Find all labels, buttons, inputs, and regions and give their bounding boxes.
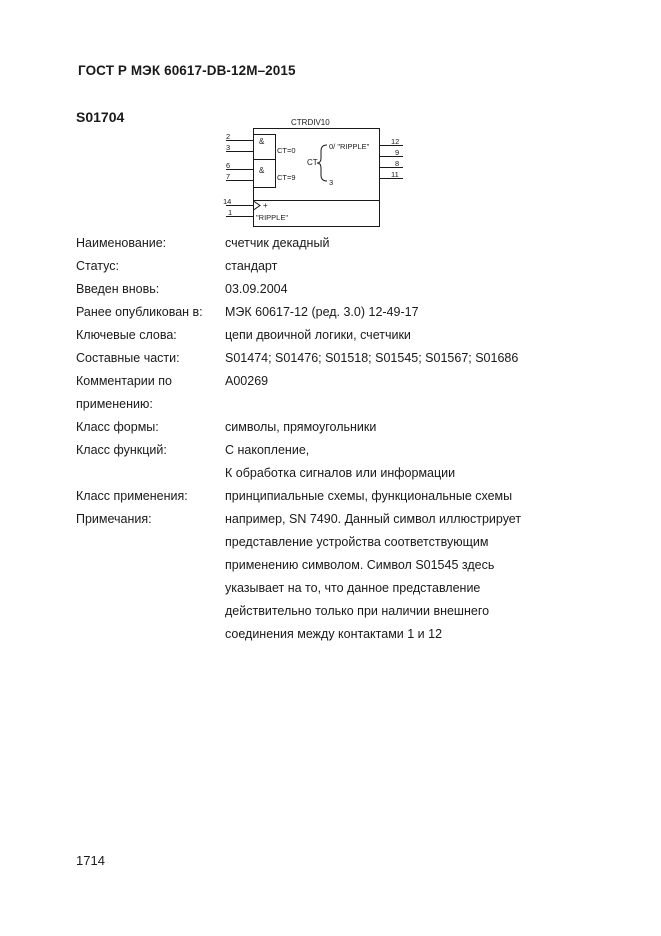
field-label: Ранее опубликован в: [76,305,203,319]
field-label: Ключевые слова: [76,328,177,342]
field-label: Наименование: [76,236,167,250]
pin-11-label: 11 [391,170,399,179]
pin-12-label: 12 [391,137,400,146]
pin-8-label: 8 [395,159,400,168]
pin-14-label: 14 [223,197,232,206]
dynamic-input-triangle [254,201,261,210]
pin-6-label: 6 [226,161,231,170]
field-value: К обработка сигналов или информации [225,466,456,480]
counter-title: CTRDIV10 [291,118,330,127]
ct9-label: CT=9 [277,173,296,182]
ripple-input-label: "RIPPLE" [256,213,289,222]
and-label-2: & [259,166,265,175]
page-number: 1714 [76,853,105,868]
ct-brace [317,145,327,181]
document-header: ГОСТ Р МЭК 60617-DB-12M–2015 [78,63,296,78]
field-label: Введен вновь: [76,282,160,296]
field-label: Класс функций: [76,443,167,457]
pin-9-label: 9 [395,148,400,157]
field-value: S01474; S01476; S01518; S01545; S01567; S01686 [225,351,519,365]
field-label: Статус: [76,259,119,273]
field-value: С накопление, [225,443,310,457]
output-ripple-label: 0/ "RIPPLE" [329,142,370,151]
pin-3-label: 3 [226,143,231,152]
plus-label: + [263,201,268,210]
and-label-1: & [259,137,265,146]
field-value: указывает на то, что данное представление [225,581,481,595]
pin-1-label: 1 [228,208,233,217]
counter-symbol-svg [222,116,412,228]
field-label: Класс применения: [76,489,188,503]
field-label: Составные части: [76,351,180,365]
ct-brace-label: CT [307,158,318,167]
field-value: соединения между контактами 1 и 12 [225,627,443,641]
field-value: цепи двоичной логики, счетчики [225,328,411,342]
field-value: представление устройства соответствующим [225,535,489,549]
field-value: счетчик декадный [225,236,330,250]
field-value: МЭК 60617-12 (ред. 3.0) 12-49-17 [225,305,419,319]
field-label: Класс формы: [76,420,159,434]
field-label: Примечания: [76,512,152,526]
and-block-1 [254,135,276,160]
field-value: действительно только при наличии внешнего [225,604,490,618]
symbol-code: S01704 [76,109,125,125]
field-value: применению символом. Символ S01545 здесь [225,558,495,572]
field-value: стандарт [225,259,278,273]
output-bit3-label: 3 [329,178,334,187]
field-label: Комментарии по [76,374,172,388]
field-label: применению: [76,397,153,411]
counter-symbol-diagram [222,116,412,228]
pin-7-label: 7 [226,172,231,181]
field-value: 03.09.2004 [225,282,288,296]
field-value: символы, прямоугольники [225,420,377,434]
pin-2-label: 2 [226,132,231,141]
field-value: принципиальные схемы, функциональные схемы [225,489,513,503]
and-block-2 [254,160,276,188]
ct0-label: CT=0 [277,146,296,155]
field-value: A00269 [225,374,269,388]
field-value: например, SN 7490. Данный символ иллюстрирует [225,512,522,526]
